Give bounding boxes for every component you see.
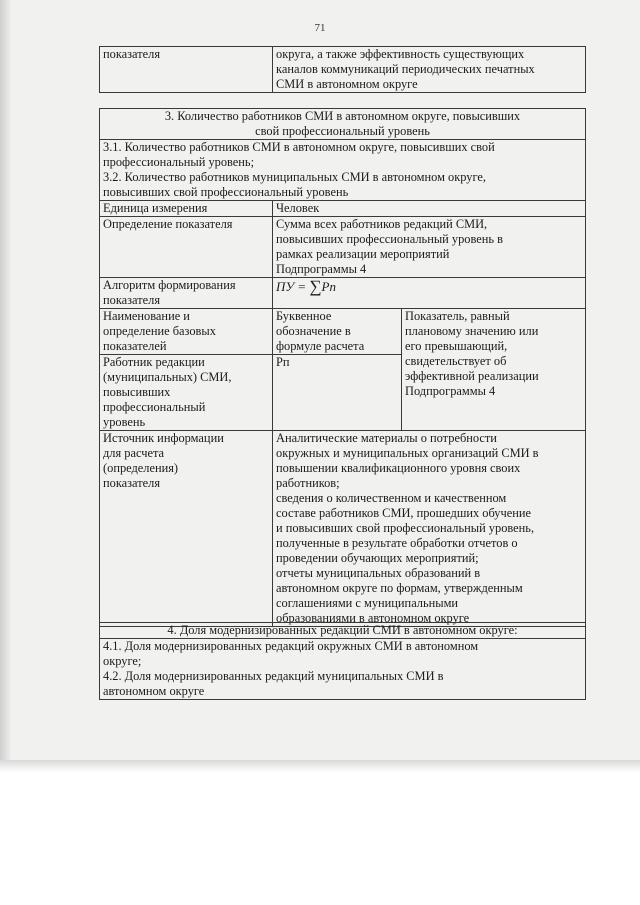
definition-value: Сумма всех работников редакций СМИ, повысивших профессиональный уровень в рамках реализации мероприятий Подпрограммы 4	[273, 217, 586, 278]
source-label: Источник информации для расчета (определения) показателя	[100, 431, 273, 627]
definition-label: Определение показателя	[100, 217, 273, 278]
base-indicators-label: Наименование и определение базовых показателей	[100, 309, 273, 355]
unit-label: Единица измерения	[100, 201, 273, 217]
unit-value: Человек	[273, 201, 586, 217]
worker-label: Работник редакции (муниципальных) СМИ, повысивших профессиональный уровень	[100, 355, 273, 431]
section-3-heading: 3. Количество работников СМИ в автономном округе, повысивших свой профессиональный уровень	[100, 109, 586, 140]
sum-symbol: ∑	[309, 277, 322, 296]
worker-symbol: Рп	[273, 355, 402, 431]
scan-bottom-edge	[0, 760, 640, 772]
section-4-table	[99, 622, 586, 700]
scan-shadow	[0, 0, 12, 770]
section-4-heading: 4. Доля модернизированных редакций СМИ в автономном округе:	[100, 623, 586, 639]
effectiveness-note: Показатель, равный плановому значению или его превышающий, свидетельствует об эффективной реализации Подпрограммы 4	[402, 309, 586, 431]
continuation-right-cell: округа, а также эффективность существующих каналов коммуникаций периодических печатных СМИ в автономном округе	[273, 47, 586, 93]
continuation-table	[99, 46, 586, 93]
formula-lhs: ПУ =	[276, 279, 307, 294]
symbol-header: Буквенное обозначение в формуле расчета	[273, 309, 402, 355]
page-number: 71	[314, 22, 326, 34]
formula	[276, 279, 336, 294]
section-3-table	[99, 108, 586, 627]
section-3-subitems: 3.1. Количество работников СМИ в автономном округе, повысивших свой профессиональный уровень; 3.2. Количество работников муниципальных СМИ в автономном округе, повысивших свой профессиональный уровень	[100, 140, 586, 201]
formula-rhs: Рп	[321, 279, 336, 294]
continuation-left-cell: показателя	[100, 47, 273, 93]
source-value: Аналитические материалы о потребности окружных и муниципальных организаций СМИ в повышении квалификационного уровня своих работников; сведения о количественном и качественном составе работников СМИ, прошедших обучение и повысивших свой профессиональный уровень, полученные в результате обработки отчетов о проведении обучающих мероприятий; отчеты муниципальных образований в автономном округе по формам, утвержденным соглашениями с муниципальными образованиями в автономном округе	[273, 431, 586, 627]
formula-cell	[273, 278, 586, 309]
algorithm-label: Алгоритм формирования показателя	[100, 278, 273, 309]
section-4-subitems: 4.1. Доля модернизированных редакций окружных СМИ в автономном округе; 4.2. Доля модернизированных редакций муниципальных СМИ в автономном округе	[100, 639, 586, 700]
